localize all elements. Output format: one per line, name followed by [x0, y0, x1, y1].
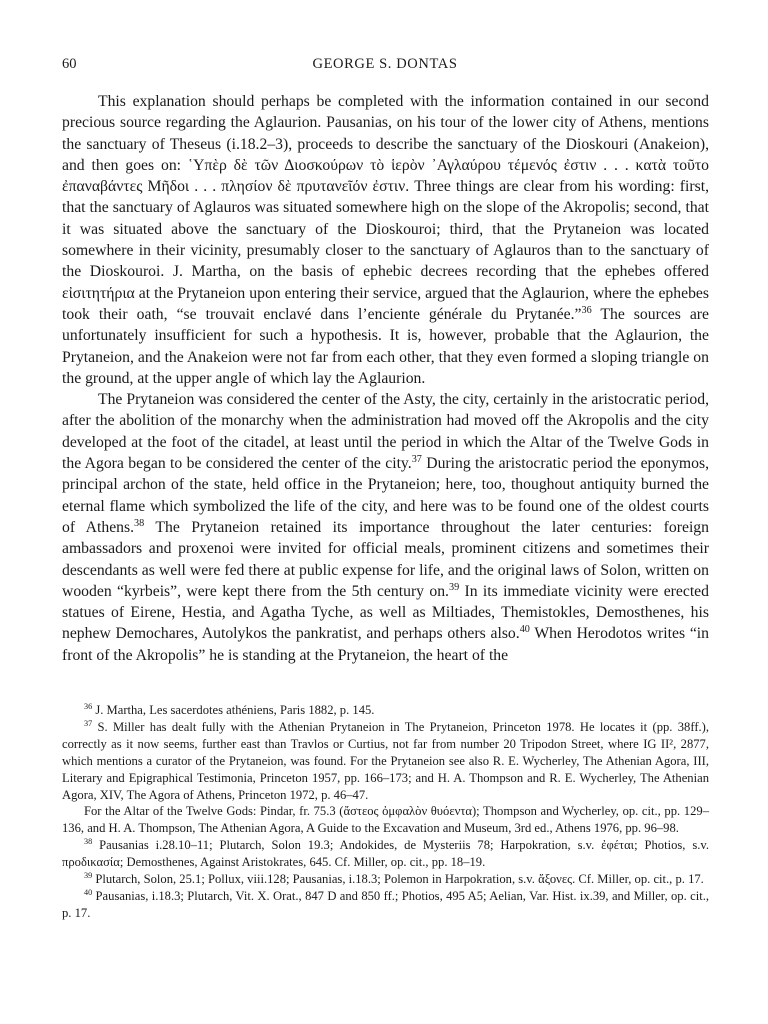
footnote-37-text: S. Miller has dealt fully with the Athenian Prytaneion in The Prytaneion, Princeton 1978. He locates it (pp. 38ff.), correctly as it now seems, further east than Travlos or Curtius, not far from number 20 Tripodon Street, where IG II², 2877, which mentions a curator of the Prytaneion, was found. For the Prytaneion see also R. E. Wycherley, The Athenian Agora, III, Literary and Epigraphical Testimonia, Princeton 1957, pp. 166–173; and H. A. Thompson and R. E. Wycherley, The Athenian Agora, XIV, The Agora of Athens, Princeton 1972, p. 46–47.	[62, 719, 709, 802]
footnote-37	[62, 719, 709, 804]
paragraph-2	[62, 389, 709, 666]
footnote-ref-37: 37	[411, 453, 422, 465]
paragraph-2-part-e: When Herodotos writes “in front of the Akropolis” he is standing at the Prytaneion, the heart of the	[62, 625, 710, 664]
footnote-ref-38: 38	[134, 517, 145, 529]
paragraph-2-part-d: In its immediate vicinity were erected statues of Eirene, Hestia, and Agatha Tyche, as well as Miltiades, Themistokles, Demosthenes, his nephew Demochares, Autolykos the pankratist, and perhaps others also.	[62, 582, 709, 643]
paragraph-2-part-b: During the aristocratic period the eponymos, principal archon of the state, held office in the Prytaneion; here, too, thoughout antiquity burned the eternal flame which symbolized the life of the city, and here was to be found one of the oldest courts of Athens.	[62, 455, 709, 536]
footnote-36-number: 36	[84, 701, 93, 711]
footnote-38-text: Pausanias i.28.10–11; Plutarch, Solon 19.3; Andokides, de Mysteriis 78; Harpokration, s.v. ἐφέται; Photios, s.v. προδικασία; Demosthenes, Against Aristokrates, 645. Cf. Miller, op. cit., pp. 18–19.	[62, 838, 709, 870]
footnote-ref-39: 39	[448, 581, 460, 593]
paragraph-2-part-a: The Prytaneion was considered the center of the Asty, the city, certainly in the aristocratic period, after the abolition of the monarchy when the administration had moved off the Akropolis and the city developed at the foot of the citadel, at least until the period in which the Altar of the Twelve Gods in the Agora began to be considered the center of the city.	[62, 391, 709, 473]
footnote-36-text: J. Martha, Les sacerdotes athéniens, Paris 1882, p. 145.	[92, 703, 375, 717]
paragraph-1-tail: The sources are unfortunately insufficient for such a hypothesis. It is, however, probable that the Aglaurion, the Prytaneion, and the Anakeion were not far from each other, that they even formed a sloping triangle on the ground, at the upper angle of which lay the Aglaurion.	[62, 305, 709, 387]
footnote-39	[62, 871, 709, 888]
page-header	[62, 56, 708, 78]
footnote-37-continuation: For the Altar of the Twelve Gods: Pindar, fr. 75.3 (ἄστεος ὀμφαλὸν θυόεντα); Thompson and Wycherley, op. cit., pp. 129–136, and H. A. Thompson, The Athenian Agora, A Guide to the Excavation and Museum, 3rd ed., Athens 1976, pp. 96–98.	[62, 804, 709, 836]
paragraph-1-text: This explanation should perhaps be completed with the information contained in our second precious source regarding the Aglaurion. Pausanias, on his tour of the lower city of Athens, mentions the sanctuary of Theseus (i.18.2–3), proceeds to describe the sanctuary of the Dioskouri (Anakeion), and then goes on: ῾Υπὲρ δὲ τῶν Διοσκούρων τὸ ἱερὸν ᾿Αγλαύρου τέμενός ἐστιν . . . κατὰ τοῦτο ἐπαναβάντες Μῆδοι . . . πλησίον δὲ πρυτανεῖόν ἐστιν. Three things are clear from his wording: first, that the sanctuary of Aglauros was situated somewhere high on the slope of the Akropolis; second, that it was situated above the sanctuary of the Dioskouroi; third, that the Prytaneion was located somewhere in their vicinity, presumably closer to the sanctuary of Aglauros than to the sanctuary of the Dioskouroi. J. Martha, on the basis of ephebic decrees recording that the ephebes offered εἰσιτητήρια at the Prytaneion upon entering their service, argued that the Aglaurion, where the ephebes took their oath, “se trouvait enclavé dans l’enciente générale du Prytanée.”	[62, 93, 709, 323]
footnote-39-number: 39	[84, 870, 93, 880]
footnote-36	[62, 702, 709, 719]
footnote-40-number: 40	[84, 887, 93, 897]
footnote-38-number: 38	[84, 837, 93, 847]
footnotes	[62, 702, 709, 922]
running-head: GEORGE S. DONTAS	[312, 56, 458, 72]
footnote-40	[62, 888, 709, 922]
footnote-ref-40: 40	[519, 624, 530, 636]
page-number: 60	[62, 56, 77, 72]
footnote-40-text: Pausanias, i.18.3; Plutarch, Vit. X. Orat., 847 D and 850 ff.; Photios, 495 A5; Aelian, Var. Hist. ix.39, and Miller, op. cit., p. 17.	[62, 888, 709, 920]
footnote-37-number: 37	[84, 718, 93, 728]
footnote-ref-36: 36	[581, 304, 592, 316]
main-text	[62, 91, 709, 666]
footnote-38	[62, 837, 709, 871]
paragraph-1	[62, 91, 709, 389]
paragraph-2-part-c: The Prytaneion retained its importance throughout the later centuries: foreign ambassadors and proxenoi were invited for official meals, prominent citizens and sometimes their descendants as well were fed there at public expense for life, and the original laws of Solon, written on wooden “kyrbeis”, were kept there from the 5th century on.	[62, 518, 709, 600]
footnote-39-text: Plutarch, Solon, 25.1; Pollux, viii.128; Pausanias, i.18.3; Polemon in Harpokration, s.v. ἄξονες. Cf. Miller, op. cit., p. 17.	[92, 872, 704, 887]
